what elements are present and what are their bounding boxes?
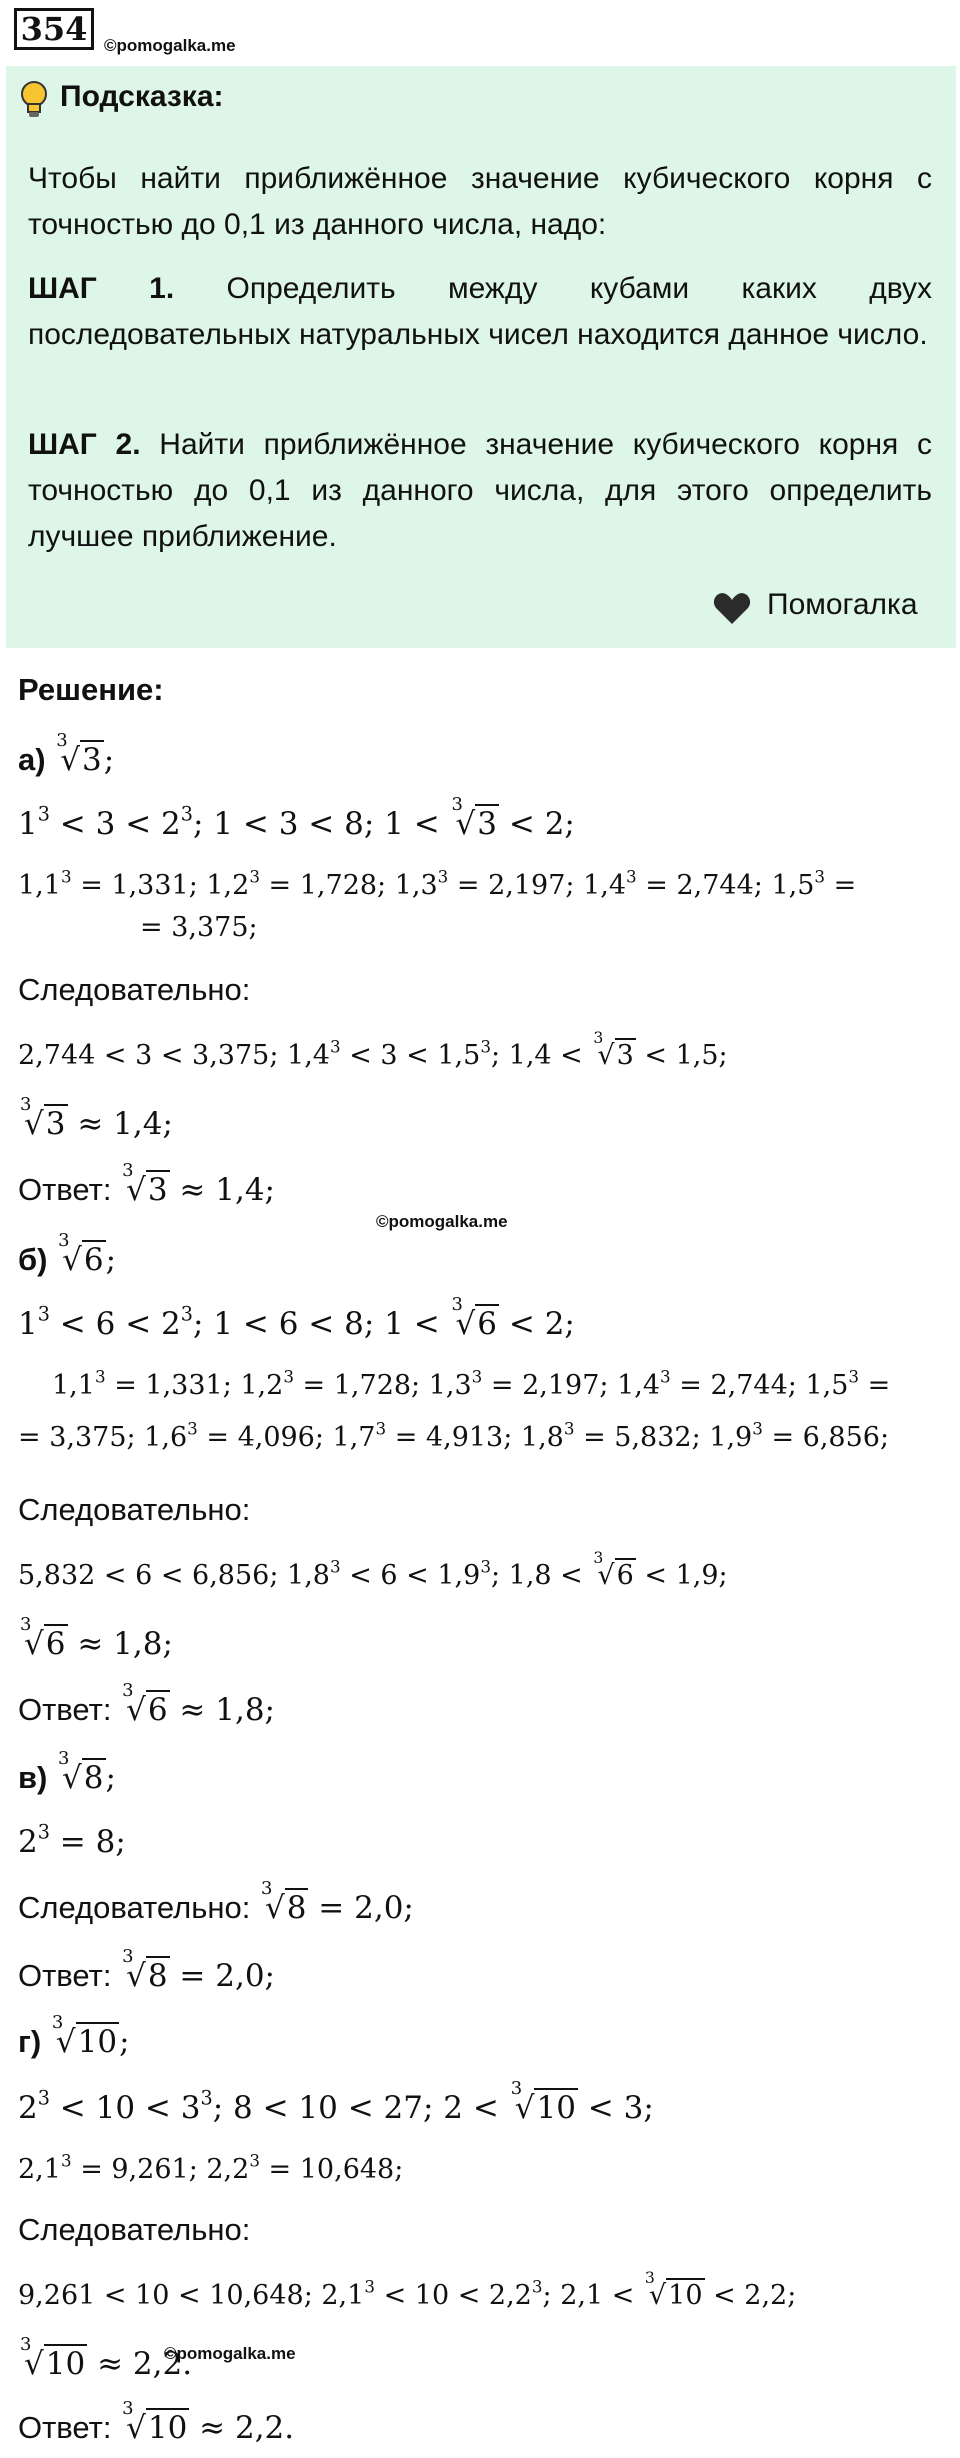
cube-root-10: 3 √10	[51, 2012, 118, 2060]
part-c-line1: $2^3 = 8$;	[18, 1820, 126, 1860]
part-b-approx: 3 √6 ≈ 1,8;	[20, 1614, 173, 1662]
step2-text: Найти приближённое значение кубического корня с точностью до 0,1 из данного числа, для этого определить лучшее приближение.	[28, 428, 932, 553]
part-c-consequently: Следовательно: 3 √8 = 2,0;	[18, 1878, 414, 1926]
part-a-approx: 3 √3 ≈ 1,4;	[20, 1094, 173, 1142]
hint-title: Подсказка:	[60, 80, 224, 113]
part-d-line3: 9,261 < 10 < 10,648; $2,1^3 < 10 < 2,2^3$; 2,1 < 3 √10 < 2,2;	[18, 2268, 797, 2311]
cube-root-3: 3 √3	[56, 730, 102, 778]
part-b-title: б) 3 √6;	[18, 1230, 117, 1278]
lightbulb-icon	[18, 80, 50, 120]
part-d-label: г)	[18, 2024, 42, 2059]
part-b-line2: $1,1^3 = 1,331$; $1,2^3 = 1,728$; $1,3^3 = 2,197$; $1,4^3 = 2,744$; $1,5^3$ =	[52, 1366, 891, 1401]
part-a-line4: 2,744 < 3 < 3,375; $1,4^3 < 3 < 1,5^3$; 1,4 < 3 √3 < 1,5;	[18, 1028, 728, 1071]
task-number: 354	[14, 8, 94, 50]
part-a-line1: $1^3 < 3 < 2^3$; 1 < 3 < 8; 1 < 3 √3 < 2;	[18, 794, 575, 842]
part-d-line1: $2^3 < 10 < 3^3$; 8 < 10 < 27; 2 < 3 √10 < 3;	[18, 2078, 654, 2126]
part-a-consequently: Следовательно:	[18, 972, 251, 1007]
part-a-line2: $1,1^3 = 1,331$; $1,2^3 = 1,728$; $1,3^3 = 2,197$; $1,4^3 = 2,744$; $1,5^3$ =	[18, 866, 857, 901]
part-a-label: а)	[18, 742, 46, 777]
part-c-label: в)	[18, 1760, 48, 1795]
part-a-answer: Ответ: 3 √3 ≈ 1,4;	[18, 1160, 276, 1208]
watermark-low: ©pomogalka.me	[164, 2344, 296, 2363]
part-b-consequently: Следовательно:	[18, 1492, 251, 1527]
part-d-approx: 3 √10 ≈ 2,2.	[20, 2334, 193, 2382]
watermark-mid: ©pomogalka.me	[376, 1212, 508, 1231]
hint-intro: Чтобы найти приближённое значение кубического корня с точностью до 0,1 из данного числа, надо:	[28, 162, 932, 241]
brand-label: Помогалка	[767, 588, 918, 621]
part-b-line4: 5,832 < 6 < 6,856; $1,8^3 < 6 < 1,9^3$; 1,8 < 3 √6 < 1,9;	[18, 1548, 728, 1591]
part-d-answer: Ответ: 3 √10 ≈ 2,2.	[18, 2398, 295, 2446]
hint-step2	[28, 422, 932, 560]
solution-heading: Решение:	[18, 672, 164, 707]
heart-icon	[712, 590, 752, 626]
part-b-line3: = 3,375; $1,6^3 = 4,096$; $1,7^3 = 4,913$; $1,8^3 = 5,832$; $1,9^3 = 6,856$;	[18, 1418, 890, 1453]
part-c-title: в) 3 √8;	[18, 1748, 116, 1796]
step1-text: Определить между кубами каких двух последовательных натуральных чисел находится данное число.	[28, 272, 932, 351]
part-d-title: г) 3 √10;	[18, 2012, 130, 2060]
part-b-label: б)	[18, 1242, 48, 1277]
cube-root-8: 3 √8	[58, 1748, 104, 1796]
step1-label: ШАГ 1.	[28, 272, 175, 305]
part-c-answer: Ответ: 3 √8 = 2,0;	[18, 1946, 276, 1994]
step2-label: ШАГ 2.	[28, 428, 141, 461]
part-b-answer: Ответ: 3 √6 ≈ 1,8;	[18, 1680, 276, 1728]
part-a-line3: = 3,375;	[140, 912, 258, 943]
cube-root-6: 3 √6	[58, 1230, 104, 1278]
part-a-title: а) 3 √3;	[18, 730, 115, 778]
hint-step1	[28, 266, 932, 358]
part-d-consequently: Следовательно:	[18, 2212, 251, 2247]
part-d-line2: $2,1^3 = 9,261$; $2,2^3 = 10,648$;	[18, 2150, 404, 2185]
watermark: ©pomogalka.me	[104, 36, 236, 55]
part-b-line1: $1^3 < 6 < 2^3$; 1 < 6 < 8; 1 < 3 √6 < 2;	[18, 1294, 575, 1342]
